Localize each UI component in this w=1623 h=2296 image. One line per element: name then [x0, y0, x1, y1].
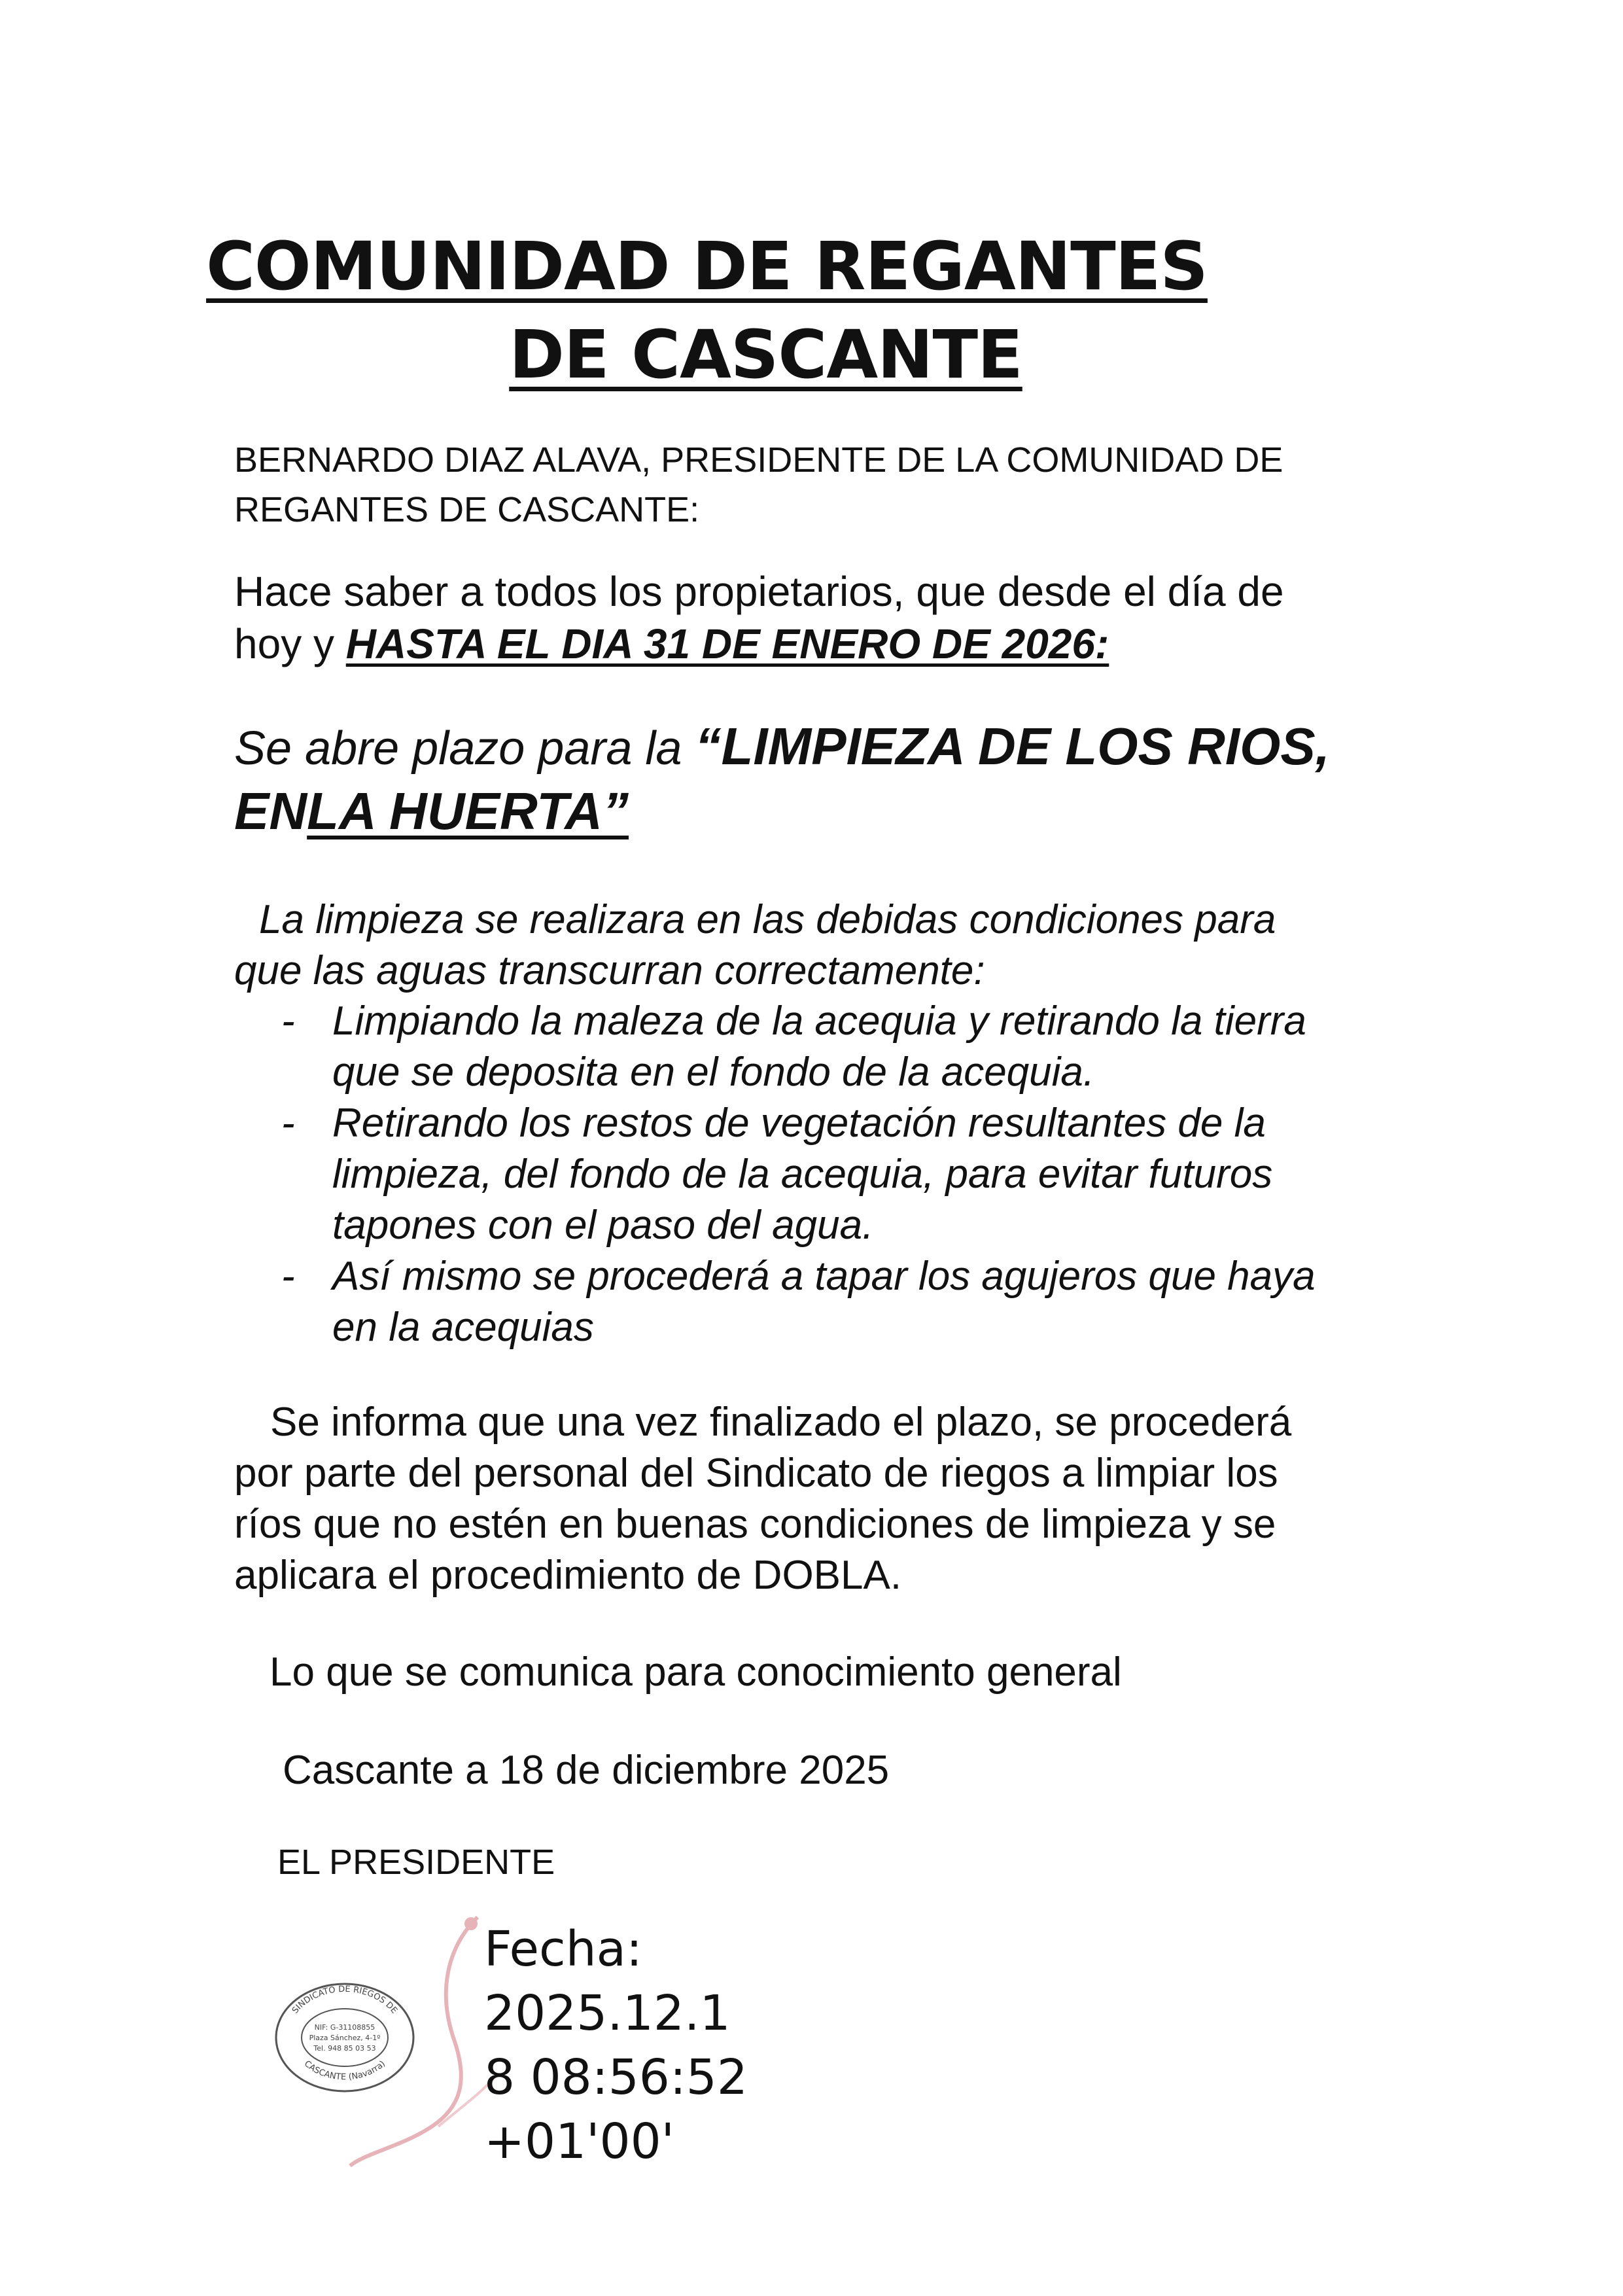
list-item [234, 1098, 1418, 1251]
informa-line-1: Se informa que una vez finalizado el plazo, se procederá [270, 1400, 1292, 1445]
bullet-dash: - [281, 998, 295, 1044]
notice-prefix: hoy y [234, 620, 346, 667]
notice-line-1: Hace saber a todos los propietarios, que desde el día de [234, 568, 1284, 615]
stamp-bottom-text: CASCANTE (Navarra) [302, 2058, 388, 2083]
closing-line: Lo que se comunica para conocimiento general [270, 1650, 1122, 1695]
plazo-line-2 [234, 780, 1444, 843]
notice-line-2 [234, 618, 1412, 670]
informa-paragraph [234, 1397, 1418, 1601]
bullet-2-line-1: Retirando los restos de vegetación resultantes de la [332, 1101, 1266, 1146]
deadline-text: HASTA EL DIA 31 DE ENERO DE 2026: [345, 620, 1109, 667]
bullet-3-line-2: en la acequias [332, 1305, 594, 1350]
bullet-dash: - [281, 1101, 295, 1146]
notice-paragraph [234, 565, 1412, 670]
plazo-highlight-1: “LIMPIEZA DE LOS RIOS, [695, 717, 1330, 775]
stamp-seal-icon [273, 1981, 416, 2094]
intro-paragraph [234, 435, 1412, 535]
plazo-prefix: Se abre plazo para la [234, 722, 695, 775]
stamp-phone: Tel. 948 85 03 53 [313, 2044, 376, 2053]
plazo-line-1 [234, 715, 1444, 780]
bullet-2-line-3: tapones con el paso del agua. [332, 1203, 874, 1248]
bullet-1-line-2: que se deposita en el fondo de la acequia. [332, 1050, 1095, 1095]
bullet-1-line-1: Limpiando la maleza de la acequia y retirando la tierra [332, 998, 1306, 1044]
svg-text:SINDICATO DE RIEGOS DE [290, 1985, 399, 2016]
informa-line-3: ríos que no estén en buenas condiciones de limpieza y se [234, 1502, 1276, 1547]
informa-line-4: aplicara el procedimiento de DOBLA. [234, 1553, 902, 1598]
bullet-2-line-2: limpieza, del fondo de la acequia, para evitar futuros [332, 1152, 1273, 1197]
signature-line-3: 8 08:56:52 [484, 2049, 748, 2106]
signature-line-4: +01'00' [484, 2113, 675, 2170]
limpieza-paragraph [234, 894, 1418, 997]
plazo-en: EN [234, 782, 307, 840]
signature-line-1: Fecha: [484, 1921, 642, 1977]
signature-line-2: 2025.12.1 [484, 1985, 731, 2041]
informa-line-2: por parte del personal del Sindicato de riegos a limpiar los [234, 1451, 1278, 1496]
limpieza-line-2: que las aguas transcurran correctamente: [234, 948, 985, 993]
title-line-2: DE CASCANTE [509, 316, 1022, 394]
stamp-nif: NIF: G-31108855 [314, 2023, 375, 2032]
place-date: Cascante a 18 de diciembre 2025 [283, 1748, 890, 1793]
limpieza-line-1: La limpieza se realizara en las debidas condiciones para [259, 897, 1276, 942]
intro-line-1: BERNARDO DIAZ ALAVA, PRESIDENTE DE LA COMUNIDAD DE [234, 440, 1283, 480]
bullet-list [234, 996, 1418, 1353]
svg-text:CASCANTE (Navarra) [302, 2059, 387, 2083]
stamp-top-text: SINDICATO DE RIEGOS DE [290, 1984, 400, 2016]
list-item [234, 1251, 1418, 1353]
digital-signature-block [484, 1917, 748, 2174]
title-line-1: COMUNIDAD DE REGANTES [206, 228, 1208, 306]
stamp-address: Plaza Sánchez, 4-1º [309, 2034, 381, 2042]
signer-title: EL PRESIDENTE [277, 1843, 555, 1882]
bullet-dash: - [281, 1254, 295, 1299]
plazo-heading [234, 715, 1444, 843]
list-item [234, 996, 1418, 1098]
plazo-highlight-2: LA HUERTA” [307, 782, 629, 840]
bullet-3-line-1: Así mismo se procederá a tapar los agujeros que haya [332, 1254, 1316, 1299]
intro-line-2: REGANTES DE CASCANTE: [234, 490, 700, 529]
